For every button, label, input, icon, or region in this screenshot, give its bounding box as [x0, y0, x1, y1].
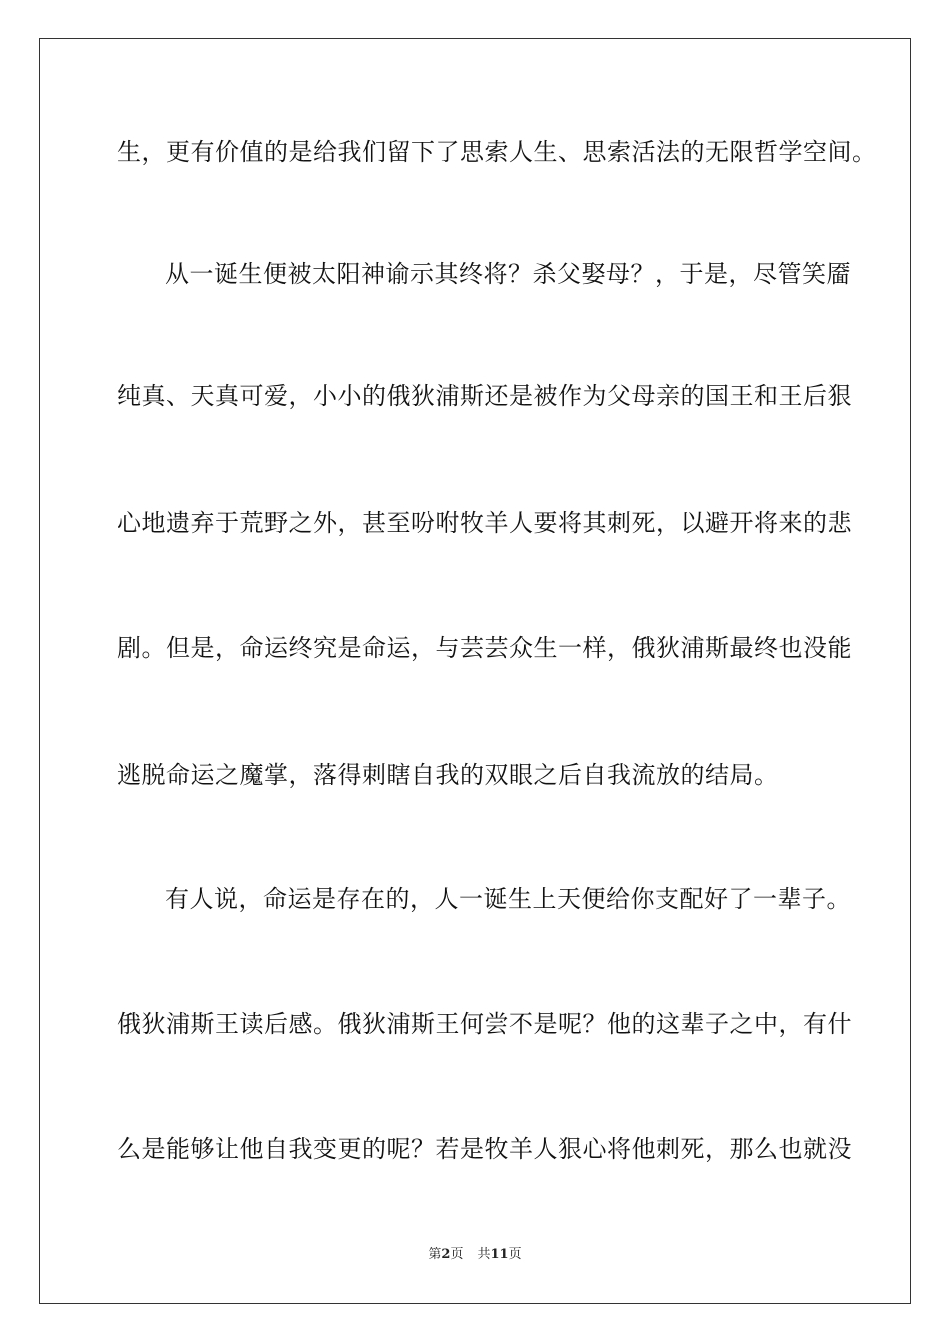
text-line-3: 纯真、天真可爱，小小的俄狄浦斯还是被作为父母亲的国王和王后狠	[117, 382, 852, 410]
footer-total-pages: 11	[490, 1247, 509, 1262]
footer-page-suffix: 页	[450, 1247, 464, 1262]
text-line-4: 心地遗弃于荒野之外，甚至吩咐牧羊人要将其刺死，以避开将来的悲	[117, 509, 852, 537]
footer-total-suffix: 页	[508, 1247, 522, 1262]
text-line-7: 有人说，命运是存在的，人一诞生上天便给你支配好了一辈子。	[165, 885, 851, 913]
text-line-6: 逃脱命运之魔掌，落得刺瞎自我的双眼之后自我流放的结局。	[117, 761, 779, 789]
text-line-1: 生，更有价值的是给我们留下了思索人生、思索活法的无限哲学空间。	[117, 138, 877, 166]
text-line-5: 剧。但是，命运终究是命运，与芸芸众生一样，俄狄浦斯最终也没能	[117, 634, 852, 662]
text-line-9: 么是能够让他自我变更的呢？若是牧羊人狠心将他刺死，那么也就没	[117, 1135, 852, 1163]
footer-page-prefix: 第	[428, 1247, 442, 1262]
footer-page-number: 2	[441, 1247, 451, 1262]
text-line-2: 从一诞生便被太阳神谕示其终将？杀父娶母？，于是，尽管笑靥	[165, 260, 851, 288]
page-border	[39, 38, 911, 1304]
footer-total-prefix: 共	[477, 1247, 491, 1262]
text-line-8: 俄狄浦斯王读后感。俄狄浦斯王何尝不是呢？他的这辈子之中，有什	[117, 1010, 852, 1038]
page-footer	[0, 1246, 950, 1264]
